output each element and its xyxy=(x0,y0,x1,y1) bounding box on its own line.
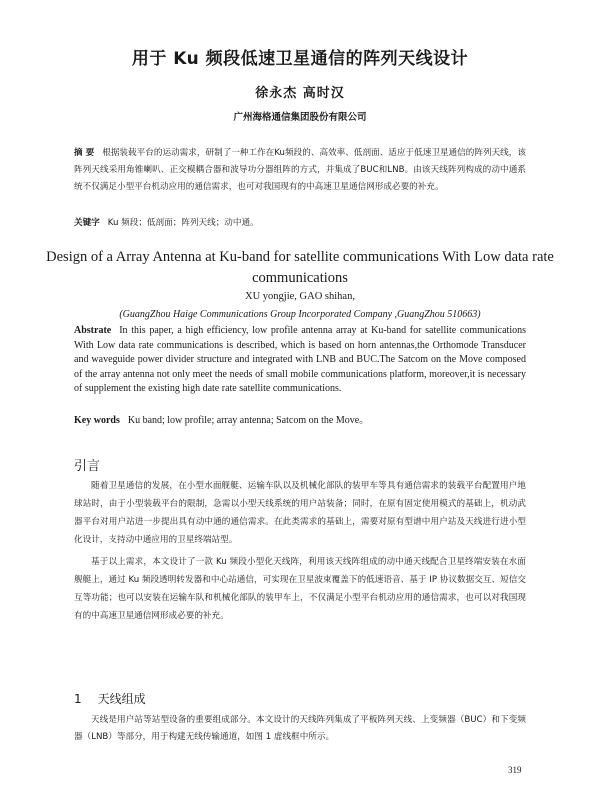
section-1-body xyxy=(74,712,526,746)
authors-en: XU yongjie, GAO shihan, xyxy=(245,291,355,302)
keywords-en-text: Ku band; low profile; array antenna; Satcom on the Move。 xyxy=(127,415,370,426)
intro-body xyxy=(74,477,526,625)
affiliation-cn: 广州海格通信集团股份有限公司 xyxy=(233,112,367,123)
authors-cn: 徐永杰 高时汉 xyxy=(255,86,345,101)
section-1-title: 天线组成 xyxy=(97,692,146,706)
keywords-en-label: Key words xyxy=(74,415,120,426)
keywords-en xyxy=(74,414,526,428)
abstract-en-text: In this paper, a high efficiency, low profile antenna array at Ku-band for satellite communications With Low data rate communications is described, which is based on horn antennas,the Orthomode Transducer and waveguide power divider structure and integrated with LNB and BUC.The Satcom on the Move composed of the array antenna not only meet the needs of small mobile communications platform, moreover,it is necessary of supplement the existing high date rate satellite communications. xyxy=(74,325,526,394)
intro-paragraph: 基于以上需求，本文设计了一款 Ku 频段小型化天线阵，利用该天线阵组成的动中通天线配合卫星终端安装在水面舰艇上，通过 Ku 频段透明转发器和中心站通信，可实现在卫星波束覆盖下的低速语音、基于 IP 协议数据交互、短信交互等功能；也可以安装在运输车队和机械化部队的装甲车上，不仅满足小型平台机动应用的通信需求，也可以对我国现有的中高速卫星通信网形成必要的补充。 xyxy=(74,557,526,621)
keywords-cn-label: 关键字 xyxy=(74,218,100,228)
section-1-paragraph: 天线是用户站等站型设备的重要组成部分。本文设计的天线阵列集成了平板阵列天线、上变频器（BUC）和下变频器（LNB）等部分，用于构建无线传输通道，如图 1 虚线框中所示。 xyxy=(74,715,526,742)
abstract-cn xyxy=(74,145,526,196)
abstract-cn-label: 摘 要 xyxy=(74,148,95,158)
section-1-heading xyxy=(74,690,146,707)
intro-paragraph: 随着卫星通信的发展，在小型水面舰艇、运输车队以及机械化部队的装甲车等具有通信需求的装载平台配置用户地球站时，由于小型装载平台的限制，急需以小型天线系统的用户站装备；同时，在原有固定使用模式的基础上，机动武器平台对用户站进一步提出具有动中通的通信需求。在此类需求的基础上，需要对原有型谱中用户站及天线进行进小型化设计，支持动中通应用的卫星终端站型。 xyxy=(74,481,526,545)
section-1-number: 1 xyxy=(74,692,82,706)
abstract-en xyxy=(74,324,526,397)
page-number: 319 xyxy=(508,765,522,775)
abstract-en-label: Abstrate xyxy=(74,325,112,336)
intro-heading: 引言 xyxy=(74,459,101,474)
abstract-cn-text: 根据装载平台的运动需求，研制了一种工作在Ku频段的、高效率、低剖面、适应于低速卫星通信的阵列天线，该阵列天线采用角锥喇叭、正交模耦合器和波导功分器组阵的方式，并集成了BUC和LNB。由该天线阵列构成的动中通系统不仅满足小型平台机动应用的通信需求，也可对我国现有的中高速卫星通信网形成必要的补充。 xyxy=(74,148,526,192)
keywords-cn xyxy=(74,216,526,230)
paper-title-en: Design of a Array Antenna at Ku-band for satellite communications With Low data rate communications xyxy=(46,249,554,286)
paper-title-cn: 用于 Ku 频段低速卫星通信的阵列天线设计 xyxy=(131,49,469,69)
keywords-cn-text: Ku 频段；低剖面；阵列天线；动中通。 xyxy=(107,218,259,228)
affiliation-en: (GuangZhou Haige Communications Group Incorporated Company ,GuangZhou 510663) xyxy=(119,309,481,320)
